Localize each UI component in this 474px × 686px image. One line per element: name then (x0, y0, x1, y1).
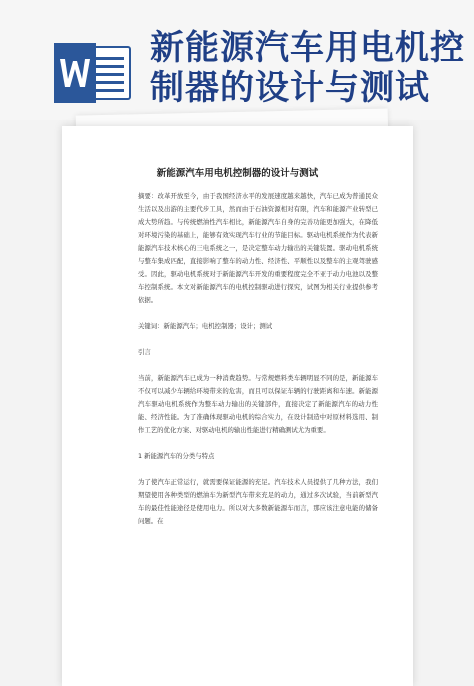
document-page (62, 126, 413, 686)
section-1-heading: 1 新能源汽车的分类与特点 (138, 452, 215, 460)
intro-heading: 引言 (138, 348, 151, 356)
document-title: 新能源汽车用电机控制器的设计与测试 (156, 168, 319, 179)
banner (0, 0, 474, 120)
banner-title: 新能源汽车用电机控制器的设计与测试 (150, 28, 465, 108)
document-body (138, 190, 378, 528)
keywords-line: 关键词：新能源汽车；电机控制器；设计；测试 (138, 322, 273, 330)
abstract-paragraph: 摘要：改革开放至今，由于我国经济水平的发展速度越来越快，汽车已成为普通民众生活以及出游的主要代步工具，然而由于石油资源相对有限，汽车和能源产业转型已成大势所趋。与传统燃油性汽车相比，新能源汽车自身的完善功能更加强大，在降低对环境污染的基础上，能够有效实现汽车行业的节能目标。驱动电机系统作为代表新能源汽车技术核心的三电系统之一，是决定整车动力输出的关键装置。驱动电机系统与整车集成匹配，直接影响了整车的动力性、经济性、平顺性以及整车的主观驾驶感受。因此，驱动电机系统对于新能源汽车开发的重要程度完全不亚于动力电池以及整车控制系统。本文对新能源汽车的电机控制驱动进行探究，试图为相关行业提供参考依据。 (138, 192, 378, 304)
intro-paragraph: 当前，新能源汽车已成为一种消费趋势。与常规燃料类车辆明显不同的是，新能源车不仅可以减少车辆给环境带来的危害，而且可以保证车辆的行驶距离和车速。新能源汽车驱动电机系统作为整车动力输出的关键部件，直接决定了新能源汽车的动力性能、经济性能。为了准确体现驱动电机的综合实力，在设计制造中对原材料选用、制作工艺的优化方案、对驱动电机的输出性能进行精确测试尤为重要。 (138, 374, 378, 434)
word-document-icon (52, 43, 136, 103)
section-1-paragraph: 为了使汽车正常运行，就需要保证能源的充足。汽车技术人员提供了几种方法，我们期望使用各种类型的燃油车为新型汽车带来充足的动力，通过多次试验，当前新型汽车的最佳性能途径是使用电力。所以对大多数新能源车而言，那应该注意电能的储备问题。在 (138, 478, 378, 525)
